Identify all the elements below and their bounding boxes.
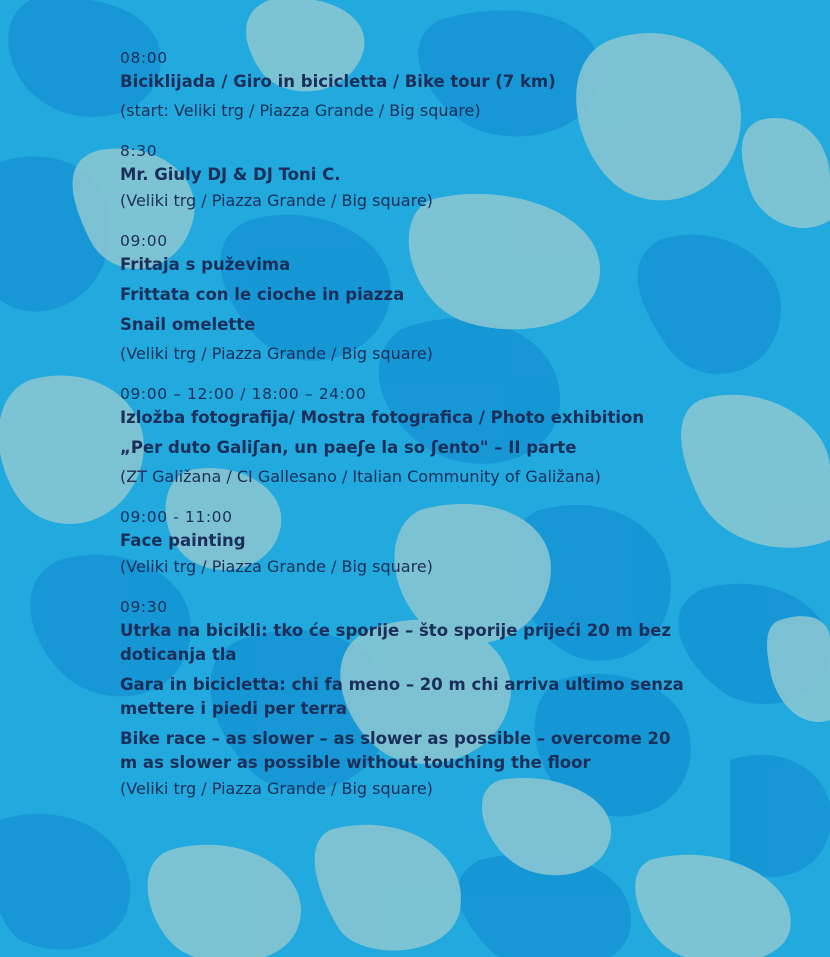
event-title: Fritaja s puževima [120, 255, 291, 274]
event-face-painting [120, 506, 810, 578]
schedule [120, 47, 810, 818]
event-title: Face painting [120, 531, 246, 550]
event-location: (Veliki trg / Piazza Grande / Big square) [120, 557, 433, 576]
event-time: 09:00 – 12:00 / 18:00 – 24:00 [120, 385, 367, 403]
event-title: Utrka na bicikli: tko će sporije – što sporije prijeći 20 m bez doticanja tla [120, 621, 672, 664]
event-title: „Per duto Galiʃan, un paeʃe la so ʃento" – II parte [120, 438, 577, 457]
event-location: (Veliki trg / Piazza Grande / Big square) [120, 191, 433, 210]
event-title: Frittata con le cioche in piazza [120, 285, 405, 304]
event-time: 08:00 [120, 49, 168, 67]
event-photo-exhibition [120, 383, 810, 488]
event-title: Mr. Giuly DJ & DJ Toni C. [120, 165, 341, 184]
event-snail-omelette [120, 230, 810, 365]
event-location: (start: Veliki trg / Piazza Grande / Big square) [120, 101, 481, 120]
event-time: 09:30 [120, 598, 168, 616]
event-bike-tour [120, 47, 810, 122]
event-title: Gara in bicicletta: chi fa meno – 20 m chi arriva ultimo senza mettere i piedi per terra [120, 675, 684, 718]
event-title: Bike race – as slower – as slower as possible – overcome 20 m as slower as possible without touching the floor [120, 729, 671, 772]
event-bike-race [120, 596, 810, 800]
event-location: (ZT Galižana / CI Gallesano / Italian Community of Galižana) [120, 467, 601, 486]
event-time: 8:30 [120, 142, 158, 160]
event-dj [120, 140, 810, 212]
event-title: Biciklijada / Giro in bicicletta / Bike tour (7 km) [120, 72, 556, 91]
event-location: (Veliki trg / Piazza Grande / Big square) [120, 344, 433, 363]
event-title: Snail omelette [120, 315, 256, 334]
event-time: 09:00 [120, 232, 168, 250]
event-title: Izložba fotografija/ Mostra fotografica / Photo exhibition [120, 408, 645, 427]
event-location: (Veliki trg / Piazza Grande / Big square) [120, 779, 433, 798]
event-time: 09:00 - 11:00 [120, 508, 233, 526]
